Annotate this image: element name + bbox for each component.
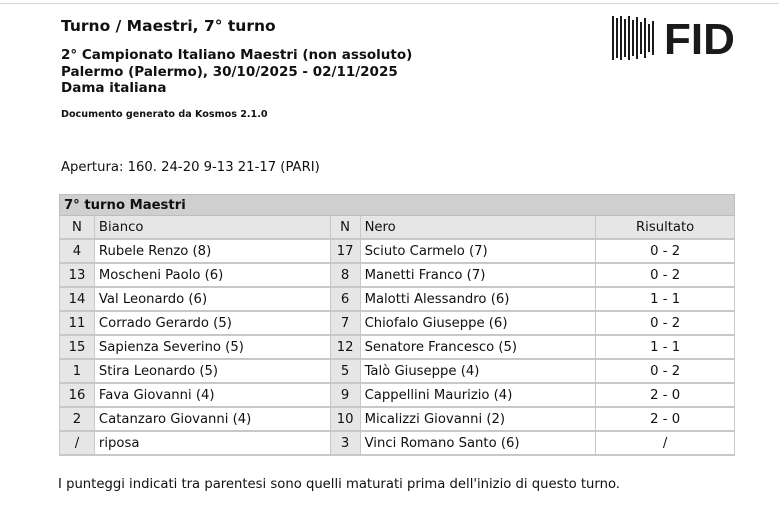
white-player: Rubele Renzo (8) [94, 239, 330, 263]
white-player: Sapienza Severino (5) [94, 335, 330, 359]
white-number: 1 [60, 359, 95, 383]
fid-logo [612, 16, 737, 76]
black-number: 9 [330, 383, 360, 407]
white-player: Corrado Gerardo (5) [94, 311, 330, 335]
white-number: 14 [60, 287, 95, 311]
white-number: 4 [60, 239, 95, 263]
event-discipline: Dama italiana [61, 80, 167, 96]
footer-note: I punteggi indicati tra parentesi sono quelli maturati prima dell'inizio di questo turno. [58, 477, 620, 492]
col-header-white: Bianco [94, 216, 330, 240]
table-row [60, 287, 735, 311]
white-player: Catanzaro Giovanni (4) [94, 407, 330, 431]
black-number: 10 [330, 407, 360, 431]
black-number: 5 [330, 359, 360, 383]
white-number: 11 [60, 311, 95, 335]
fid-logo-text: FID [664, 16, 735, 64]
result: 2 - 0 [596, 407, 735, 431]
black-player: Cappellini Maurizio (4) [360, 383, 596, 407]
col-header-n-white: N [60, 216, 95, 240]
white-player: riposa [94, 431, 330, 455]
table-row [60, 311, 735, 335]
result: 0 - 2 [596, 359, 735, 383]
table-row [60, 407, 735, 431]
result: 1 - 1 [596, 335, 735, 359]
result: 0 - 2 [596, 239, 735, 263]
black-number: 8 [330, 263, 360, 287]
event-location-dates: Palermo (Palermo), 30/10/2025 - 02/11/2025 [61, 63, 398, 80]
white-player: Fava Giovanni (4) [94, 383, 330, 407]
result: 0 - 2 [596, 311, 735, 335]
black-number: 7 [330, 311, 360, 335]
black-number: 12 [330, 335, 360, 359]
black-number: 17 [330, 239, 360, 263]
black-number: 3 [330, 431, 360, 455]
event-name: 2° Campionato Italiano Maestri (non assoluto) [61, 47, 413, 63]
generator-note: Documento generato da Kosmos 2.1.0 [61, 109, 268, 120]
black-player: Senatore Francesco (5) [360, 335, 596, 359]
black-player: Chiofalo Giuseppe (6) [360, 311, 596, 335]
black-player: Micalizzi Giovanni (2) [360, 407, 596, 431]
table-caption-row [60, 195, 735, 216]
top-divider [0, 3, 779, 4]
table-row [60, 383, 735, 407]
table-row [60, 335, 735, 359]
table-caption: 7° turno Maestri [60, 195, 735, 216]
opening-line: Apertura: 160. 24-20 9-13 21-17 (PARI) [61, 160, 320, 175]
event-info [61, 47, 412, 97]
page-title: Turno / Maestri, 7° turno [61, 17, 276, 35]
result: 1 - 1 [596, 287, 735, 311]
white-number: 13 [60, 263, 95, 287]
white-number: 16 [60, 383, 95, 407]
table-row [60, 263, 735, 287]
black-player: Sciuto Carmelo (7) [360, 239, 596, 263]
black-player: Manetti Franco (7) [360, 263, 596, 287]
col-header-black: Nero [360, 216, 596, 240]
black-player: Vinci Romano Santo (6) [360, 431, 596, 455]
table-row [60, 239, 735, 263]
table-row [60, 431, 735, 455]
result: / [596, 431, 735, 455]
black-number: 6 [330, 287, 360, 311]
result: 2 - 0 [596, 383, 735, 407]
fid-striped-logo-icon [612, 16, 737, 76]
white-number: 2 [60, 407, 95, 431]
white-number: 15 [60, 335, 95, 359]
white-player: Val Leonardo (6) [94, 287, 330, 311]
white-player: Stira Leonardo (5) [94, 359, 330, 383]
result: 0 - 2 [596, 263, 735, 287]
white-number: / [60, 431, 95, 455]
black-player: Talò Giuseppe (4) [360, 359, 596, 383]
black-player: Malotti Alessandro (6) [360, 287, 596, 311]
table-row [60, 359, 735, 383]
white-player: Moscheni Paolo (6) [94, 263, 330, 287]
table-header-row [60, 216, 735, 240]
col-header-result: Risultato [596, 216, 735, 240]
pairings-table [59, 194, 735, 456]
col-header-n-black: N [330, 216, 360, 240]
